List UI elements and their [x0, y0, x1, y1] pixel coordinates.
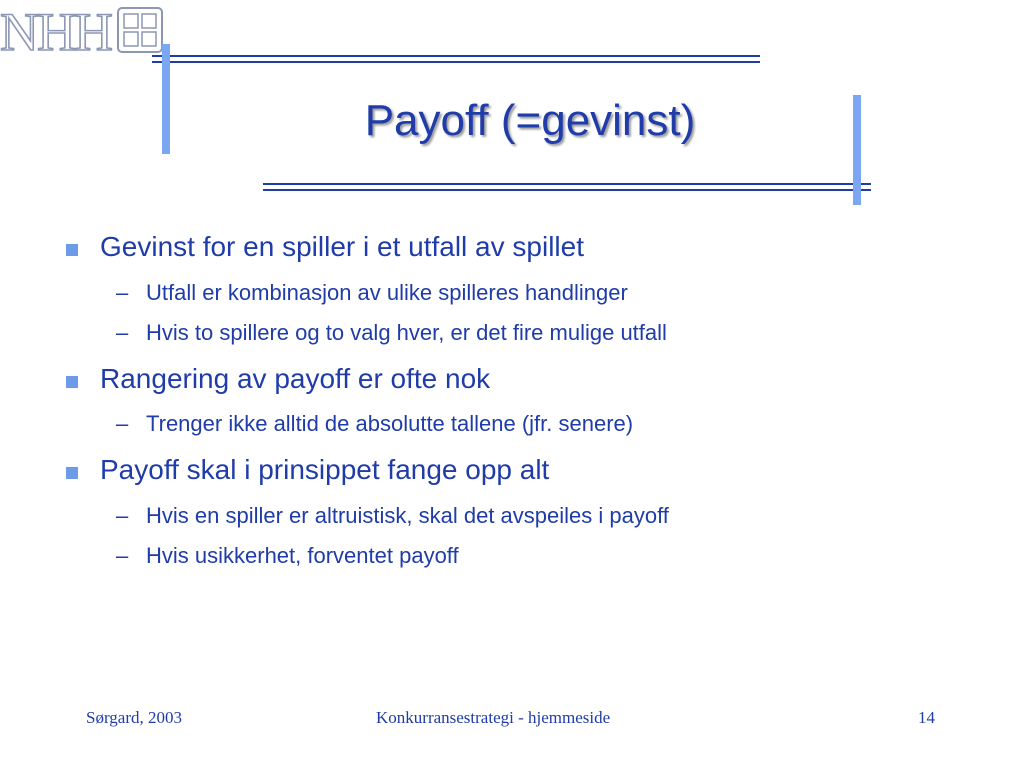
- footer-page-number: 14: [918, 708, 935, 727]
- dash-icon: –: [116, 503, 129, 528]
- crest-icon: [118, 8, 162, 52]
- sub-bullet-item: Hvis en spiller er altruistisk, skal det avspeiles i payoff: [146, 503, 669, 528]
- footer-course: Konkurransestrategi - hjemmeside: [376, 708, 611, 727]
- title-bottom-line-2: [263, 189, 871, 191]
- title-top-line: [152, 55, 760, 57]
- dash-icon: –: [116, 280, 129, 305]
- bullet-item: Payoff skal i prinsippet fange opp alt: [100, 454, 550, 485]
- sub-bullet-item: Hvis to spillere og to valg hver, er det fire mulige utfall: [146, 320, 667, 345]
- bullet-square-icon: [66, 376, 78, 388]
- nhh-logo: [0, 0, 165, 64]
- title-left-bar: [162, 44, 170, 154]
- bullet-square-icon: [66, 244, 78, 256]
- sub-bullet-item: Utfall er kombinasjon av ulike spilleres handlinger: [146, 280, 628, 305]
- sub-bullet-item: Trenger ikke alltid de absolutte tallene (jfr. senere): [146, 411, 634, 436]
- logo-text: NHH: [0, 2, 111, 62]
- title-right-bar: [853, 95, 861, 205]
- bullet-item: Gevinst for en spiller i et utfall av spillet: [100, 231, 584, 262]
- nhh-logo-graphic: [0, 0, 165, 64]
- title-bottom-line: [263, 183, 871, 185]
- slide-title: Payoff (=gevinst): [364, 96, 696, 145]
- bullet-square-icon: [66, 467, 78, 479]
- bullet-item: Rangering av payoff er ofte nok: [100, 363, 491, 394]
- footer-author: Sørgard, 2003: [86, 708, 183, 727]
- sub-bullet-item: Hvis usikkerhet, forventet payoff: [146, 543, 459, 568]
- dash-icon: –: [116, 543, 129, 568]
- dash-icon: –: [116, 320, 129, 345]
- dash-icon: –: [116, 411, 129, 436]
- title-top-line-2: [152, 61, 760, 63]
